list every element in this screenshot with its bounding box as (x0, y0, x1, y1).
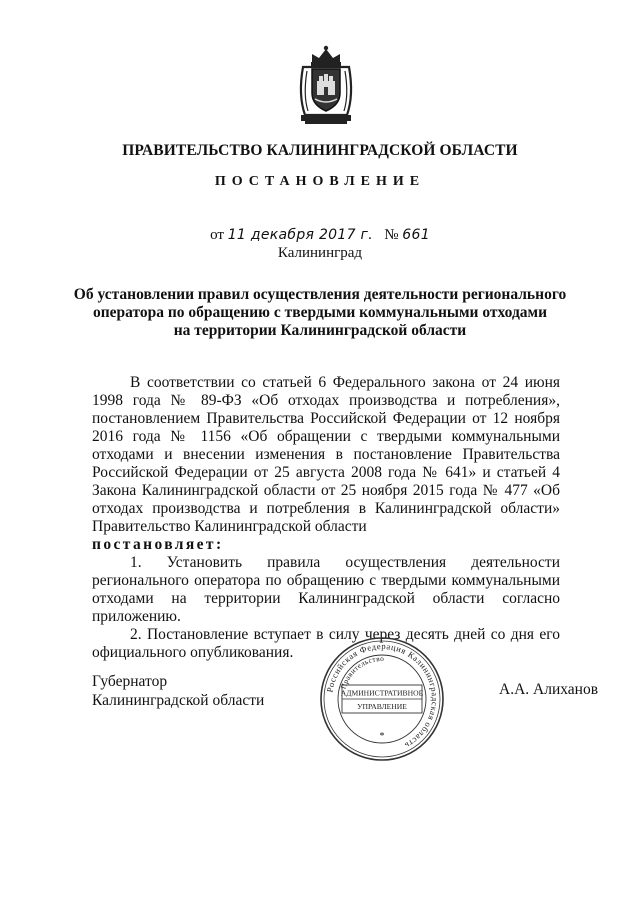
date-prefix: от (210, 227, 224, 243)
preamble-paragraph: В соответствии со статьей 6 Федерального закона от 24 июня 1998 года № 89-ФЗ «Об отходах производства и потребления», постановлением Правительства Российской Федерации от 12 ноября 2016 года № 1156 «Об обращении с твердыми коммунальными отходами и внесении изменения в постановление Правительства Российской Федерации от 25 августа 2008 года № 641» и статьей 4 Закона Калининградской области от 25 ноября 2015 года № 477 «Об отходах производства и потребления в Калининградской области» Правительство Калининградской области (92, 374, 560, 535)
official-seal-stamp (318, 635, 446, 763)
resolves-word: постановляет: (92, 536, 224, 553)
seal-ring-text: Российская Федерация Калининградская область (324, 640, 441, 752)
city-name: Калининград (277, 245, 363, 261)
number-prefix: № (384, 227, 399, 243)
decree-body (92, 374, 560, 662)
position-line-2: Калининградской области (92, 692, 265, 709)
item-2-paragraph: 2. Постановление вступает в силу через десять дней со дня его официального опубликования. (92, 626, 560, 661)
date-number-line (0, 227, 640, 244)
coat-of-arms-emblem (295, 43, 357, 125)
title-line-1: Об установлении правил осуществления деятельности регионального (73, 286, 567, 303)
document-type-heading: ПОСТАНОВЛЕНИЕ (214, 174, 426, 189)
item-1-paragraph: 1. Установить правила осуществления деятельности регионального оператора по обращению с твердыми коммунальными отходами на территории Калининградской области согласно приложению. (92, 554, 560, 625)
title-line-2: оператора по обращению с твердыми коммунальными отходами (92, 304, 548, 321)
signatory-name: А.А. Алиханов (499, 681, 599, 698)
government-heading: ПРАВИТЕЛЬСТВО КАЛИНИНГРАДСКОЙ ОБЛАСТИ (122, 142, 518, 159)
position-line-1: Губернатор (92, 673, 168, 690)
decree-title (0, 286, 640, 340)
decree-number: 661 (402, 227, 430, 243)
decree-date: 11 декабря 2017 г. (227, 227, 373, 243)
seal-star: * (379, 731, 385, 742)
signatory-position (92, 672, 264, 710)
title-line-3: на территории Калининградской области (173, 322, 467, 339)
seal-center-line-2: УПРАВЛЕНИЕ (357, 702, 407, 711)
seal-inner-text: Правительство (338, 653, 385, 691)
seal-center-line-1: АДМИНИСТРАТИВНОЕ (340, 688, 424, 698)
